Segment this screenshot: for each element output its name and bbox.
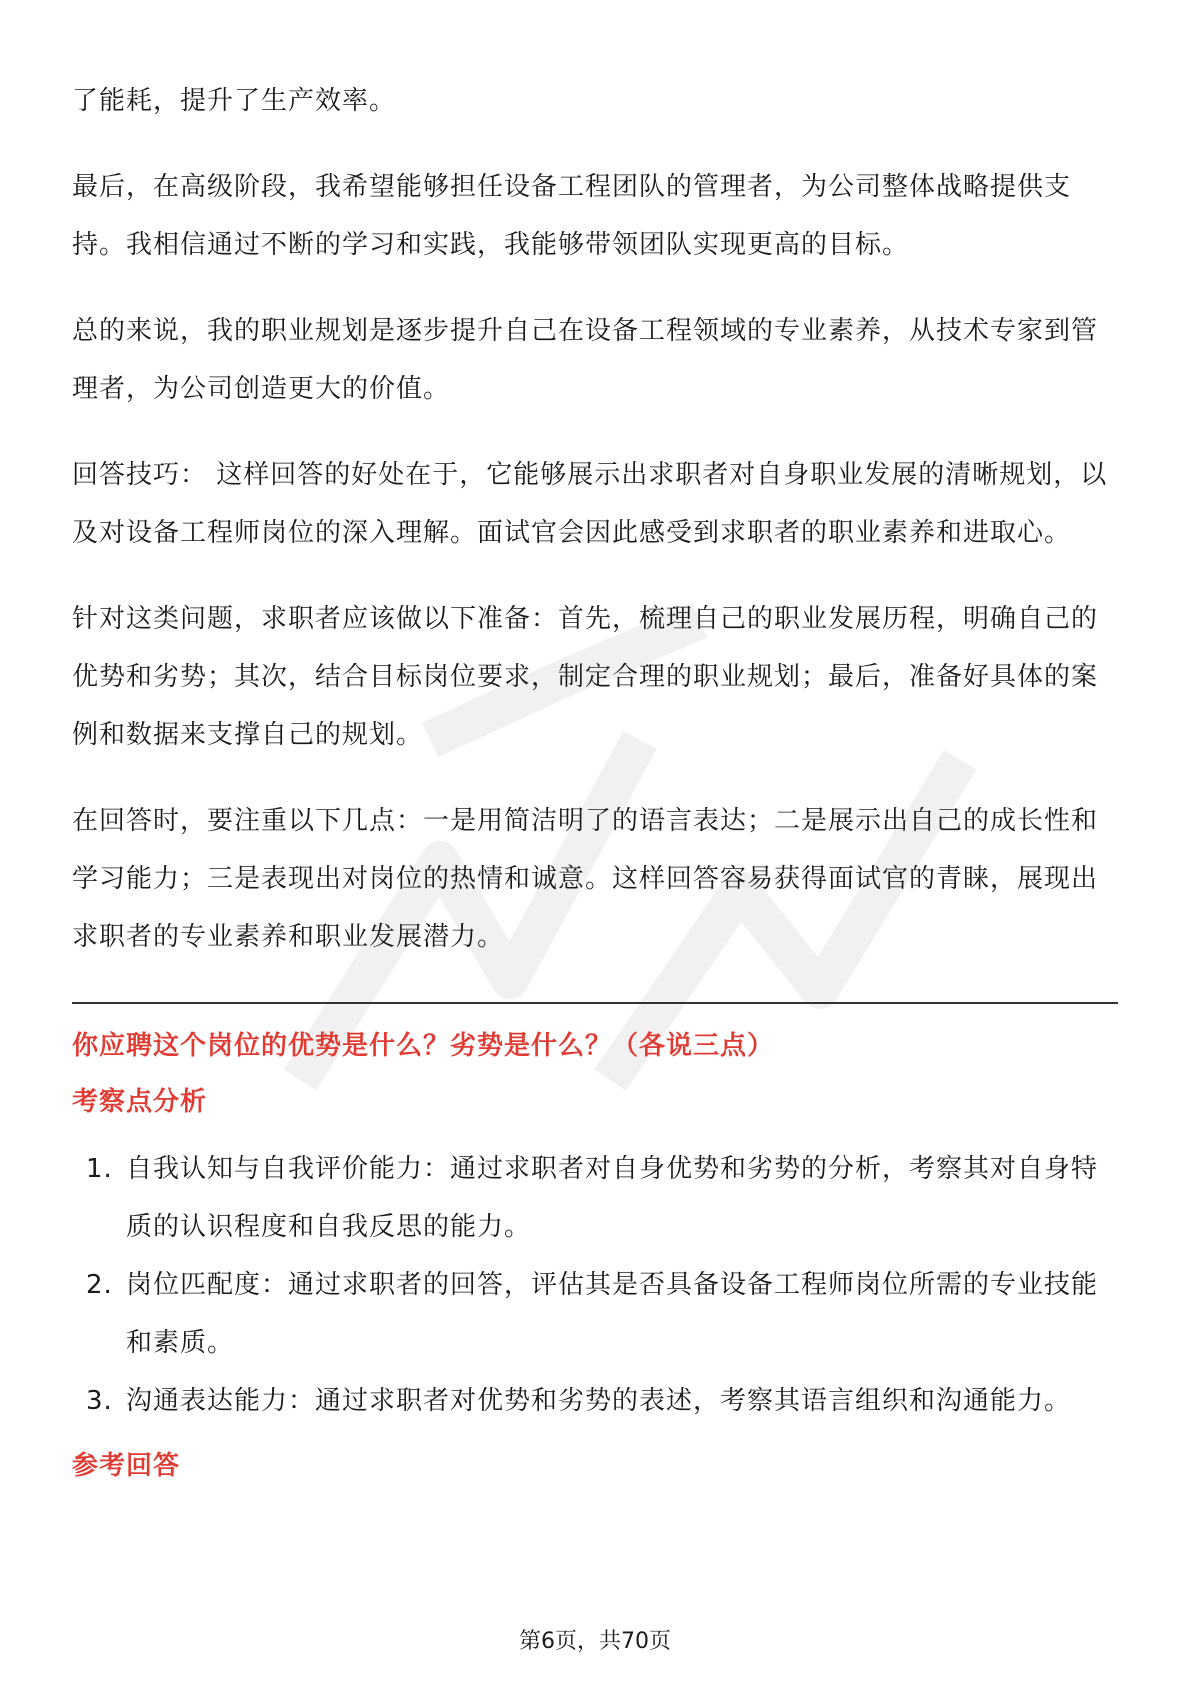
list-item — [72, 1256, 1118, 1372]
question-title: 你应聘这个岗位的优势是什么？劣势是什么？（各说三点） — [72, 1031, 775, 1061]
analysis-heading: 考察点分析 — [72, 1087, 208, 1117]
list-item-text: 自我认知与自我评价能力：通过求职者对自身优势和劣势的分析，考察其对自身特质的认识程度和自我反思的能力。 — [126, 1154, 1099, 1242]
analysis-list — [72, 1140, 1118, 1430]
list-item-number: 3. — [86, 1386, 113, 1416]
paragraph: 最后，在高级阶段，我希望能够担任设备工程团队的管理者，为公司整体战略提供支持。我相信通过不断的学习和实践，我能够带领团队实现更高的目标。 — [72, 172, 1072, 260]
paragraph: 总的来说，我的职业规划是逐步提升自己在设备工程领域的专业素养，从技术专家到管理者，为公司创造更大的价值。 — [72, 316, 1099, 404]
list-item-text: 岗位匹配度：通过求职者的回答，评估其是否具备设备工程师岗位所需的专业技能和素质。 — [126, 1270, 1099, 1358]
paragraph: 在回答时，要注重以下几点：一是用简洁明了的语言表达；二是展示出自己的成长性和学习能力；三是表现出对岗位的热情和诚意。这样回答容易获得面试官的青睐，展现出求职者的专业素养和职业发展潜力。 — [72, 806, 1099, 952]
list-item-text: 沟通表达能力：通过求职者对优势和劣势的表述，考察其语言组织和沟通能力。 — [126, 1386, 1072, 1416]
list-item-number: 2. — [86, 1270, 113, 1300]
reference-heading: 参考回答 — [72, 1451, 181, 1481]
page-number: 第6页，共70页 — [519, 1629, 671, 1654]
list-item — [72, 1140, 1118, 1256]
list-item-number: 1. — [86, 1154, 113, 1184]
list-item — [72, 1372, 1118, 1430]
paragraph: 针对这类问题，求职者应该做以下准备：首先，梳理自己的职业发展历程，明确自己的优势和劣势；其次，结合目标岗位要求，制定合理的职业规划；最后，准备好具体的案例和数据来支撑自己的规划。 — [72, 604, 1099, 750]
paragraph: 了能耗，提升了生产效率。 — [72, 86, 397, 116]
section-divider — [72, 1002, 1118, 1004]
main-content — [72, 72, 1118, 1494]
page-footer — [0, 1624, 1190, 1655]
paragraph: 回答技巧： 这样回答的好处在于，它能够展示出求职者对自身职业发展的清晰规划，以及对设备工程师岗位的深入理解。面试官会因此感受到求职者的职业素养和进取心。 — [72, 460, 1108, 548]
